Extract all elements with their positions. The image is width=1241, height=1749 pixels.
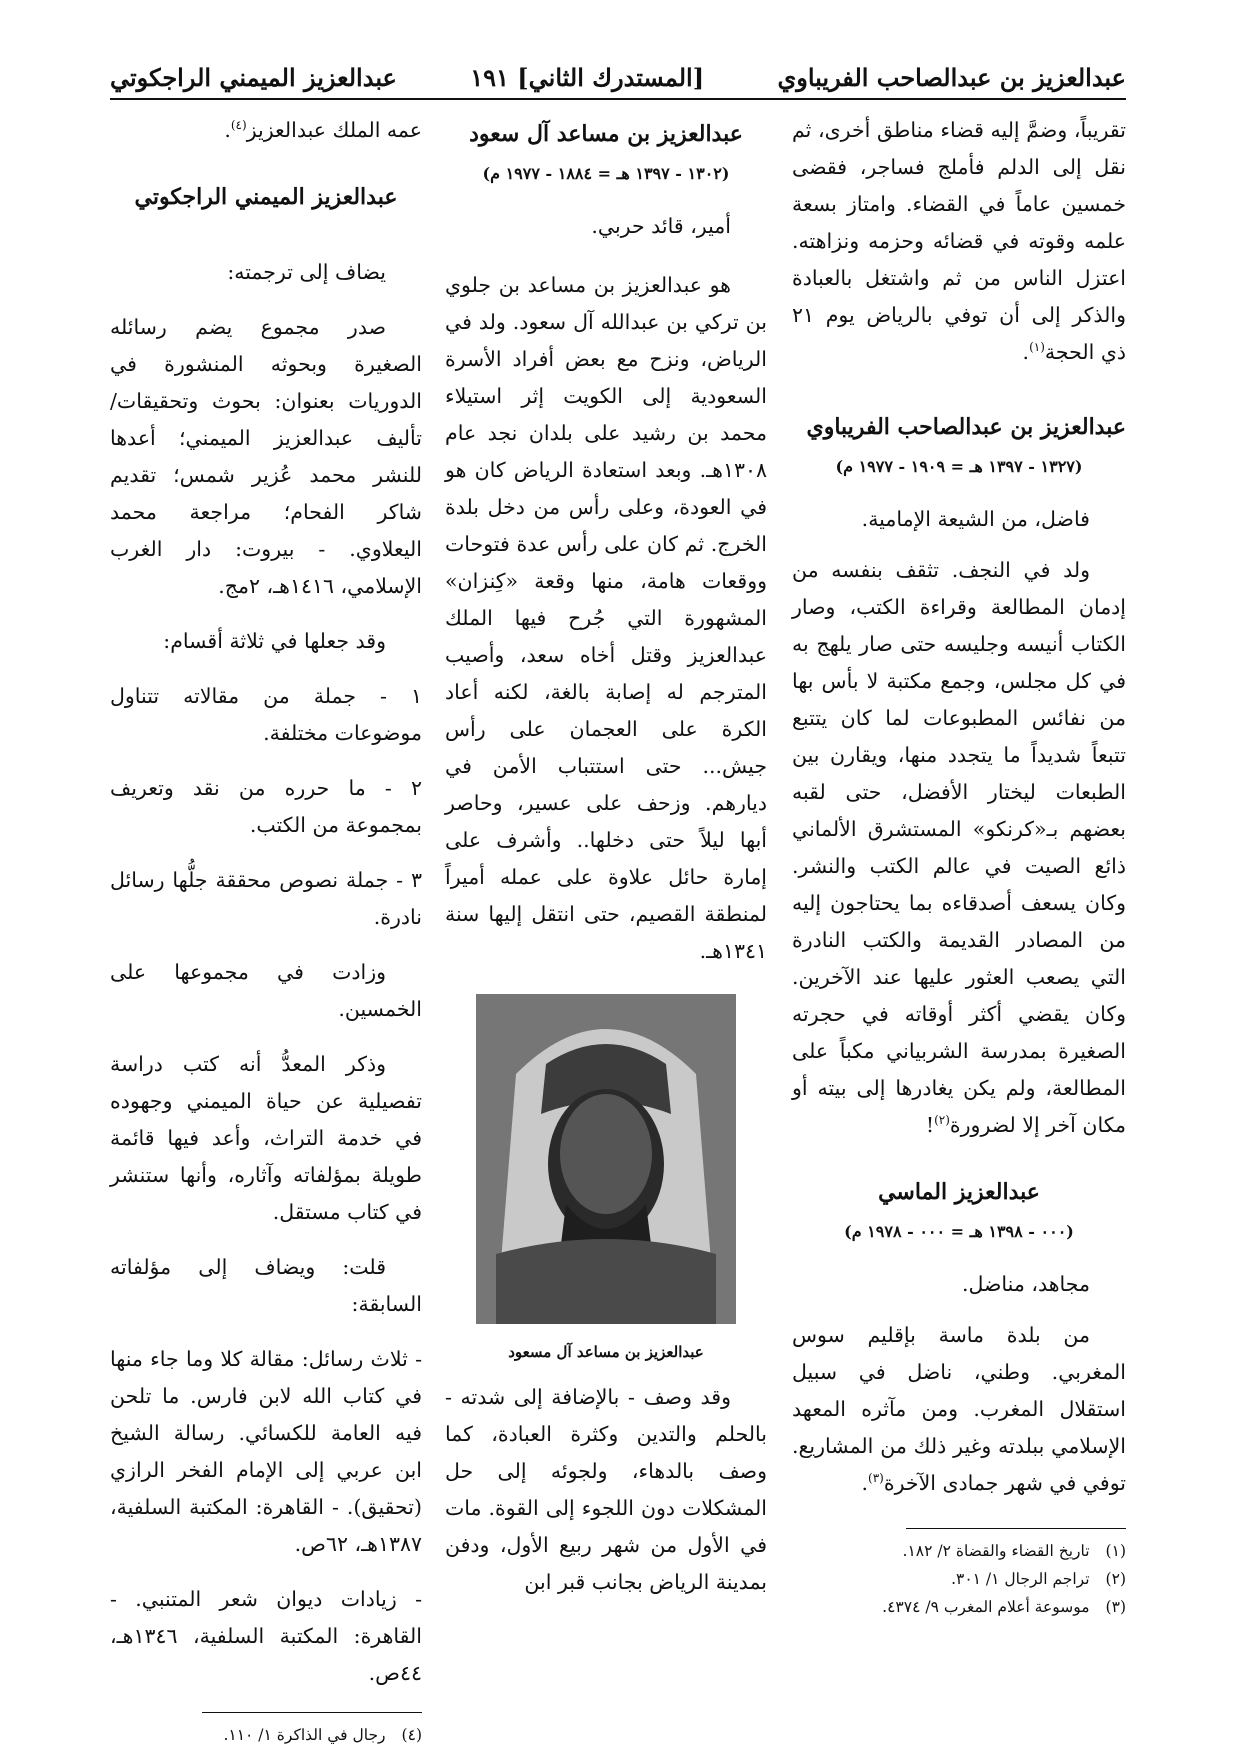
footnote: (٣) موسوعة أعلام المغرب ٩/ ٤٣٧٤. [882, 1598, 1126, 1616]
paragraph: هو عبدالعزيز بن مساعد بن جلوي بن تركي بن عبدالله آل سعود. ولد في الرياض، ونزح مع بعض أفراد الأسرة السعودية إلى الكويت إثر استيلاء محمد بن رشيد على بلدان نجد عام ١٣٠٨هـ. وبعد استعادة الرياض كان هو في العودة، وعلى رأس من دخل بلدة الخرج. ثم كان على رأس عدة فتوحات ووقعات هامة، منها وقعة «كِنزان» المشهورة التي جُرح فيها الملك عبدالعزيز وقتل أخاه سعد، وأصيب المترجم له إصابة بالغة، لكنه أعاد الكرة على العجمان على رأس جيش... حتى استتباب الأمن في ديارهم. وزحف على عسير، وحاصر أبها ليلاً حتى دخلها.. وأشرف على إمارة حائل علاوة على عمله أميراً لمنطقة القصيم، حتى انتقل إليها سنة ١٣٤١هـ. [445, 273, 767, 963]
running-header [110, 56, 1126, 92]
footnote-ref[interactable]: (٤) [230, 118, 247, 133]
footnotes [110, 1712, 422, 1749]
paragraph: وذكر المعدُّ أنه كتب دراسة تفصيلية عن حياة الميمني وجهوده في خدمة التراث، وأعد فيها قائمة طويلة بمؤلفاته وآثاره، وأنها ستنشر في كتاب مستقل. [110, 1052, 422, 1224]
paragraph: صدر مجموع يضم رسائله الصغيرة وبحوثه المنشورة في الدوريات بعنوان: بحوث وتحقيقات/ تأليف عبدالعزيز الميمني؛ أعدها للنشر محمد عُزير شمس؛ تقديم شاكر الفحام؛ مراجعة محمد اليعلاوي. - بيروت: دار الغرب الإسلامي، ١٤١٦هـ، ٢مج. [110, 315, 422, 598]
list-item: ٢ - ما حرره من نقد وتعريف بمجموعة من الكتب. [110, 776, 422, 837]
footnote-ref[interactable]: (١) [1029, 340, 1045, 355]
photo-caption: عبدالعزيز بن مساعد آل مسعود [508, 1343, 704, 1361]
paragraph: من بلدة ماسة بإقليم سوس المغربي. وطني، ناضل في سبيل استقلال المغرب. ومن مآثره المعهد الإسلامي ببلدته وغير ذلك من المشاريع. توفي في شهر جمادى الآخرة$^{(٣)}$. [792, 1323, 1126, 1495]
entry-title: عبدالعزيز بن عبدالصاحب الفريباوي [806, 414, 1126, 440]
footnote: (٢) تراجم الرجال ١/ ٣٠١. [951, 1570, 1126, 1588]
list-item: - زيادات ديوان شعر المتنبي. - القاهرة: المكتبة السلفية، ١٣٤٦هـ، ٤٤ص. [110, 1587, 422, 1685]
list-item: - ثلاث رسائل: مقالة كلا وما جاء منها في كتاب الله لابن فارس. ما تلحن فيه العامة للكسائي. رسالة الشيخ ابن عربي إلى الإمام الفخر الرازي (تحقيق). - القاهرة: المكتبة السلفية، ١٣٨٧هـ، ٦٢ص. [110, 1347, 422, 1556]
footnote-rule [202, 1712, 422, 1713]
column-left [110, 112, 422, 1749]
entry-dates: (١٣٢٧ - ١٣٩٧ هـ = ١٩٠٩ - ١٩٧٧ م) [835, 457, 1083, 476]
paragraph: تقريباً، وضمَّ إليه قضاء مناطق أخرى، ثم نقل إلى الدلم فأملج فساجر، فقضى خمسين عاماً في القضاء. وامتاز بسعة علمه وقوته في قضائه وحزمه ونزاهته. اعتزل الناس من ثم واشتغل بالعبادة والذكر إلى أن توفي بالرياض يوم ٢١ ذي الحجة$^{(١)}$. [792, 118, 1126, 364]
entry-dates: (٠٠٠ - ١٣٩٨ هـ = ٠٠٠ - ١٩٧٨ م) [844, 1222, 1074, 1241]
entry-dates: (١٣٠٢ - ١٣٩٧ هـ = ١٨٨٤ - ١٩٧٧ م) [482, 164, 730, 183]
entry-description: مجاهد، مناضل. [961, 1272, 1090, 1296]
paragraph: يضاف إلى ترجمته: [227, 260, 386, 284]
column-middle [445, 112, 767, 1619]
header-page-number: [المستدرك الثاني] ١٩١ [470, 63, 705, 92]
column-right [792, 112, 1126, 1621]
header-right-title: عبدالعزيز بن عبدالصاحب الفريباوي [777, 63, 1126, 92]
list-item: ٣ - جملة نصوص محققة جلُّها رسائل نادرة. [110, 868, 422, 929]
header-left-title: عبدالعزيز الميمني الراجكوتي [110, 63, 397, 92]
paragraph: وقد وصف - بالإضافة إلى شدته - بالحلم والتدين وكثرة العبادة، كما وصف بالدهاء، ولجوئه إلى حل المشكلات دون اللجوء إلى القوة. مات في الأول من شهر ربيع الأول، ودفن بمدينة الرياض بجانب قبر ابن [445, 1385, 767, 1594]
footnote-rule [906, 1528, 1126, 1529]
footnote: (٤) رجال في الذاكرة ١/ ١١٠. [223, 1726, 422, 1744]
entry-title: عبدالعزيز الميمني الراجكوتي [134, 184, 398, 210]
paragraph: عمه الملك عبدالعزيز$^{(٤)}$. [224, 118, 422, 142]
entry-description: فاضل، من الشيعة الإمامية. [861, 507, 1090, 531]
entry-title: عبدالعزيز بن مساعد آل سعود [469, 121, 743, 147]
entry-description: أمير، قائد حربي. [591, 214, 731, 238]
paragraph: وقد جعلها في ثلاثة أقسام: [163, 629, 386, 653]
list-item: ١ - جملة من مقالاته تتناول موضوعات مختلفة. [110, 684, 422, 745]
entry-title: عبدالعزيز الماسي [878, 1179, 1040, 1205]
paragraph: ولد في النجف. تثقف بنفسه من إدمان المطالعة وقراءة الكتب، وصار الكتاب أنيسه وجليسه حتى صار يلهج به في كل مجلس، وجمع مكتبة لا بأس بها من نفائس المطبوعات لما كان يتتبع تتبعاً شديداً ما يتجدد منها، ويقارن بين الطبعات ليختار الأفضل، حتى لقبه بعضهم بـ«كرنكو» المستشرق الألماني ذائع الصيت في عالم الكتب والنشر. وكان يسعف أصدقاءه بما يحتاجون إليه من المصادر القديمة والكتب النادرة التي يصعب العثور عليها عند الآخرين. وكان يقضي أكثر أوقاته في حجرته الصغيرة بمدرسة الشربياني مكباً على المطالعة، ولم يكن يغادرها إلى بيته أو مكان آخر إلا لضرورة$^{(٢)}$! [792, 558, 1126, 1137]
footnote: (١) تاريخ القضاء والقضاة ٢/ ١٨٢. [902, 1542, 1126, 1560]
paragraph: وزادت في مجموعها على الخمسين. [110, 960, 422, 1021]
portrait-illustration [476, 994, 736, 1324]
paragraph: قلت: ويضاف إلى مؤلفاته السابقة: [110, 1255, 422, 1316]
header-rule [110, 98, 1126, 100]
footnote-ref[interactable]: (٢) [934, 1113, 950, 1128]
footnotes [792, 1528, 1126, 1621]
footnote-ref[interactable]: (٣) [868, 1471, 884, 1486]
portrait-photo [476, 994, 736, 1324]
